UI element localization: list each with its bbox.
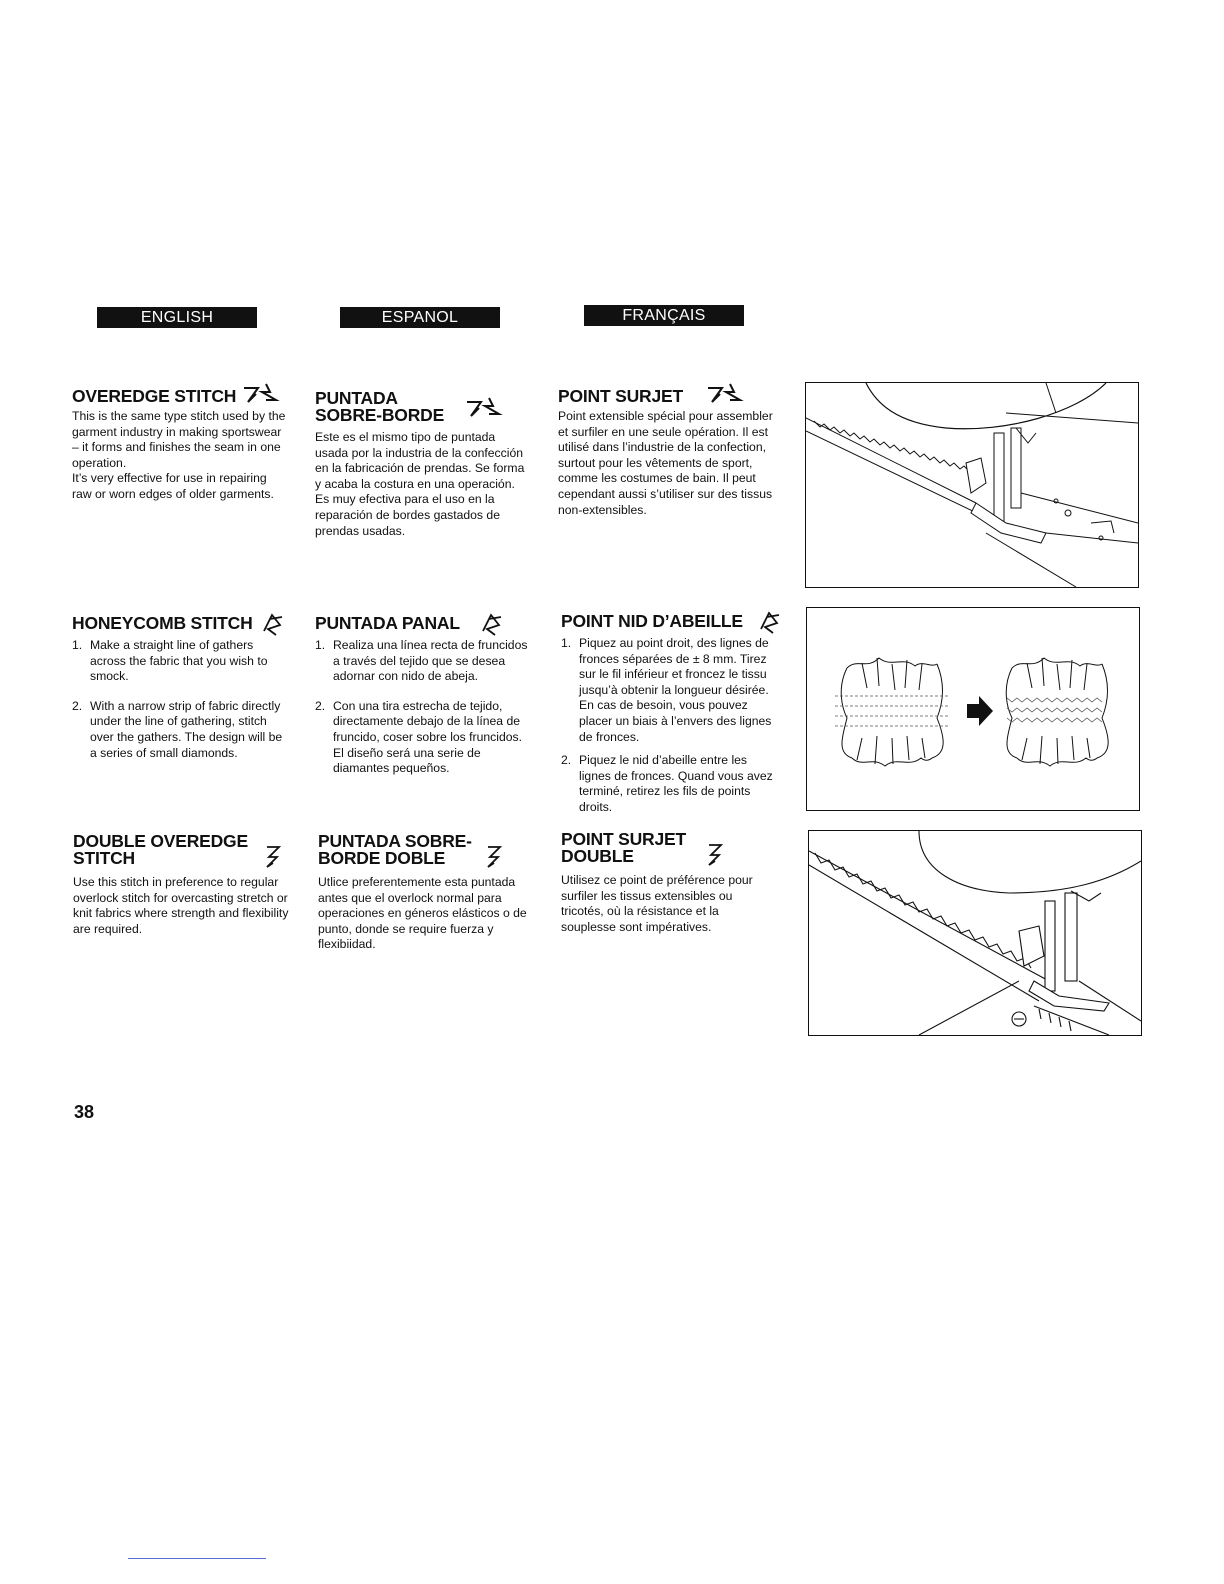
step-text: Make a straight line of gathers across the fabric that you wish to smock. xyxy=(90,638,268,684)
francais-double-overedge-title-line1: POINT SURJET xyxy=(561,829,686,849)
francais-double-overedge-section xyxy=(561,831,777,935)
english-honeycomb-title xyxy=(72,615,288,632)
espanol-double-overedge-title xyxy=(318,833,534,867)
espanol-double-overedge-title-line2: BORDE DOBLE xyxy=(318,848,446,868)
step-text: Piquez au point droit, des lignes de fronces séparées de ± 8 mm. Tirez sur le fil inférieur et froncez le tissu jusqu’à obtenir la longueur désirée. En cas de besoin, vous pouvez placer un biais à l’envers des lignes de fronces. xyxy=(579,636,772,744)
honeycomb-stitch-icon xyxy=(757,609,783,635)
english-double-overedge-paragraph: Use this stitch in preference to regular overlock stitch for overcasting stretch or knit fabrics where strength and flexibility are required. xyxy=(73,875,289,936)
francais-double-overedge-title-line2: DOUBLE xyxy=(561,846,634,866)
list-item xyxy=(315,638,531,685)
francais-overedge-title xyxy=(558,388,774,405)
francais-honeycomb-title-text: POINT NID D’ABEILLE xyxy=(561,611,743,631)
english-double-overedge-title-line2: STITCH xyxy=(73,848,135,868)
list-item xyxy=(315,699,531,777)
step-text: Piquez le nid d’abeille entre les lignes de fronces. Quand vous avez terminé, retirez les fils de points droits. xyxy=(579,753,773,814)
language-tab-espanol: ESPANOL xyxy=(340,307,500,328)
english-double-overedge-title xyxy=(73,833,289,867)
page-number: 38 xyxy=(74,1102,95,1122)
honeycomb-illustration xyxy=(806,607,1140,811)
language-tab-francais: FRANÇAIS xyxy=(584,305,744,326)
espanol-double-overedge-section xyxy=(318,833,534,953)
step-number: 2. xyxy=(72,698,83,713)
honeycomb-stitch-icon xyxy=(260,611,286,637)
honeycomb-stitch-icon xyxy=(479,611,505,637)
francais-honeycomb-title xyxy=(561,613,777,630)
francais-overedge-title-text: POINT SURJET xyxy=(558,386,683,406)
espanol-overedge-paragraph-1: Este es el mismo tipo de puntada usada por la industria de la confección en la fabricación de prendas. Se forma y acaba la costura en una operación. xyxy=(315,430,525,491)
step-number: 2. xyxy=(315,698,326,713)
english-overedge-paragraph-1: This is the same type stitch used by the garment industry in making sportswear – it forms and finishes the seam in one operation. xyxy=(72,409,286,470)
step-number: 2. xyxy=(561,753,572,768)
step-number: 1. xyxy=(561,636,572,650)
list-item xyxy=(561,636,777,745)
english-honeycomb-section xyxy=(72,615,288,775)
overedge-stitch-icon xyxy=(465,394,517,420)
english-double-overedge-title-line1: DOUBLE OVEREDGE xyxy=(73,831,248,851)
language-tab-english: ENGLISH xyxy=(97,307,257,328)
step-number: 1. xyxy=(72,638,83,652)
espanol-double-overedge-title-line1: PUNTADA SOBRE- xyxy=(318,831,472,851)
footer-divider xyxy=(128,1558,266,1559)
francais-overedge-paragraph-1: Point extensible spécial pour assembler et surfiler en une seule opération. Il est utilisé dans l’industrie de la confection, surtout pour les vêtements de sport, comme les costumes de bain. Il peut cependant aussi s’utiliser sur des tissus non-extensibles. xyxy=(558,409,773,517)
espanol-overedge-title-line2: SOBRE-BORDE xyxy=(315,405,445,425)
espanol-overedge-paragraph-2: Es muy efectiva para el uso en la reparación de bordes gastados de prendas usadas. xyxy=(315,492,500,538)
step-text: Realiza una línea recta de fruncidos a través del tejido que se desea adornar con nido de abeja. xyxy=(333,638,528,684)
double-overedge-stitch-icon xyxy=(484,845,504,871)
list-item xyxy=(72,699,288,761)
espanol-overedge-title-line1: PUNTADA xyxy=(315,388,398,408)
step-text: With a narrow strip of fabric directly under the line of gathering, stitch over the gathers. The design will be a series of small diamonds. xyxy=(90,698,283,760)
english-overedge-title-text: OVEREDGE STITCH xyxy=(72,386,237,406)
english-honeycomb-title-text: HONEYCOMB STITCH xyxy=(72,613,253,633)
overedge-stitch-icon xyxy=(706,382,758,406)
step-text: Con una tira estrecha de tejido, directamente debajo de la línea de fruncido, coser sobre los fruncidos. El diseño será una serie de diamantes pequeños. xyxy=(333,698,522,776)
francais-overedge-section xyxy=(558,388,774,518)
english-double-overedge-section xyxy=(73,833,289,937)
english-overedge-paragraph-2: It’s very effective for use in repairing raw or worn edges of older garments. xyxy=(72,471,274,501)
francais-honeycomb-section xyxy=(561,613,777,830)
espanol-honeycomb-title xyxy=(315,615,531,632)
espanol-overedge-title xyxy=(315,390,531,424)
english-overedge-section xyxy=(72,388,288,503)
francais-double-overedge-title xyxy=(561,831,777,865)
english-overedge-title xyxy=(72,388,288,405)
double-overedge-illustration xyxy=(808,830,1142,1036)
overedge-illustration xyxy=(805,382,1139,588)
list-item xyxy=(72,638,288,685)
espanol-overedge-section xyxy=(315,390,531,539)
double-overedge-stitch-icon xyxy=(263,845,283,871)
espanol-double-overedge-paragraph: Utlice preferentemente esta puntada antes que el overlock normal para operaciones en géneros elásticos o de punto, donde se require fuerza y flexibiidad. xyxy=(318,875,527,952)
espanol-honeycomb-section xyxy=(315,615,531,791)
list-item xyxy=(561,753,777,815)
espanol-honeycomb-title-text: PUNTADA PANAL xyxy=(315,613,460,633)
double-overedge-stitch-icon xyxy=(705,843,725,869)
francais-double-overedge-paragraph: Utilisez ce point de préférence pour surfiler les tissus extensibles ou tricotés, où la résistance et la souplesse sont impératives. xyxy=(561,873,753,934)
overedge-stitch-icon xyxy=(242,382,294,406)
step-number: 1. xyxy=(315,638,326,652)
